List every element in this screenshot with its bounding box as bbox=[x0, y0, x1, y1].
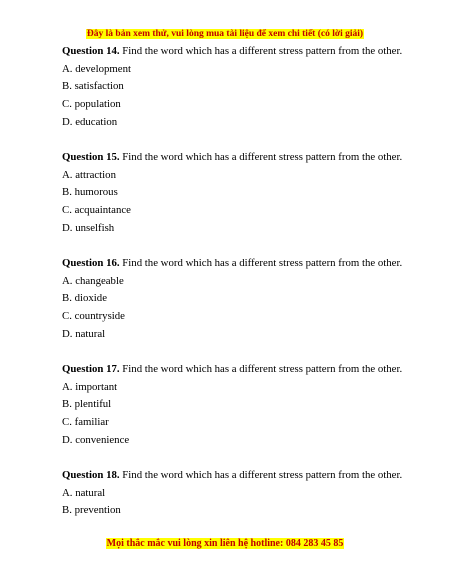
option-d: D. convenience bbox=[62, 433, 130, 446]
question-header bbox=[62, 149, 432, 167]
option-c: C. familiar bbox=[62, 416, 109, 429]
option-a: A. natural bbox=[62, 486, 106, 499]
hotline-banner bbox=[0, 538, 450, 549]
option-c: C. acquaintance bbox=[62, 204, 131, 217]
question-number: Question 14. bbox=[62, 45, 120, 57]
option-a: A. development bbox=[62, 62, 131, 75]
question-header bbox=[62, 467, 432, 485]
question-header bbox=[62, 43, 432, 61]
hotline-text: Mọi thắc mắc vui lòng xin liên hệ hotline: 084 283 45 85 bbox=[106, 538, 344, 549]
question-number: Question 17. bbox=[62, 363, 120, 376]
option-b: B. plentiful bbox=[62, 398, 112, 411]
preview-notice-banner bbox=[0, 29, 450, 39]
question-number: Question 15. bbox=[62, 151, 120, 164]
preview-notice-text: Đây là bản xem thử, vui lòng mua tài liệu để xem chi tiết (có lời giải) bbox=[86, 29, 364, 39]
question-number: Question 18. bbox=[62, 469, 120, 482]
question-17 bbox=[62, 361, 432, 450]
question-18 bbox=[62, 467, 432, 520]
question-header bbox=[62, 255, 432, 273]
question-prompt: Find the word which has a different stress pattern from the other. bbox=[122, 469, 403, 482]
option-b: B. dioxide bbox=[62, 292, 107, 305]
option-c: C. countryside bbox=[62, 310, 125, 323]
option-c: C. population bbox=[62, 98, 121, 111]
option-a: A. attraction bbox=[62, 168, 116, 181]
question-header bbox=[62, 361, 432, 379]
question-prompt: Find the word which has a different stress pattern from the other. bbox=[122, 45, 403, 57]
question-16 bbox=[62, 255, 432, 344]
question-prompt: Find the word which has a different stress pattern from the other. bbox=[122, 151, 403, 164]
question-14 bbox=[62, 43, 432, 132]
question-prompt: Find the word which has a different stress pattern from the other. bbox=[122, 363, 403, 376]
question-list bbox=[62, 43, 432, 520]
option-a: A. important bbox=[62, 380, 118, 393]
question-15 bbox=[62, 149, 432, 238]
option-b: B. satisfaction bbox=[62, 80, 124, 93]
question-prompt: Find the word which has a different stress pattern from the other. bbox=[122, 257, 403, 270]
option-d: D. education bbox=[62, 115, 118, 128]
option-b: B. humorous bbox=[62, 186, 118, 199]
option-b: B. prevention bbox=[62, 504, 121, 517]
option-d: D. natural bbox=[62, 327, 106, 340]
question-number: Question 16. bbox=[62, 257, 120, 270]
option-a: A. changeable bbox=[62, 274, 124, 287]
option-d: D. unselfish bbox=[62, 221, 115, 234]
